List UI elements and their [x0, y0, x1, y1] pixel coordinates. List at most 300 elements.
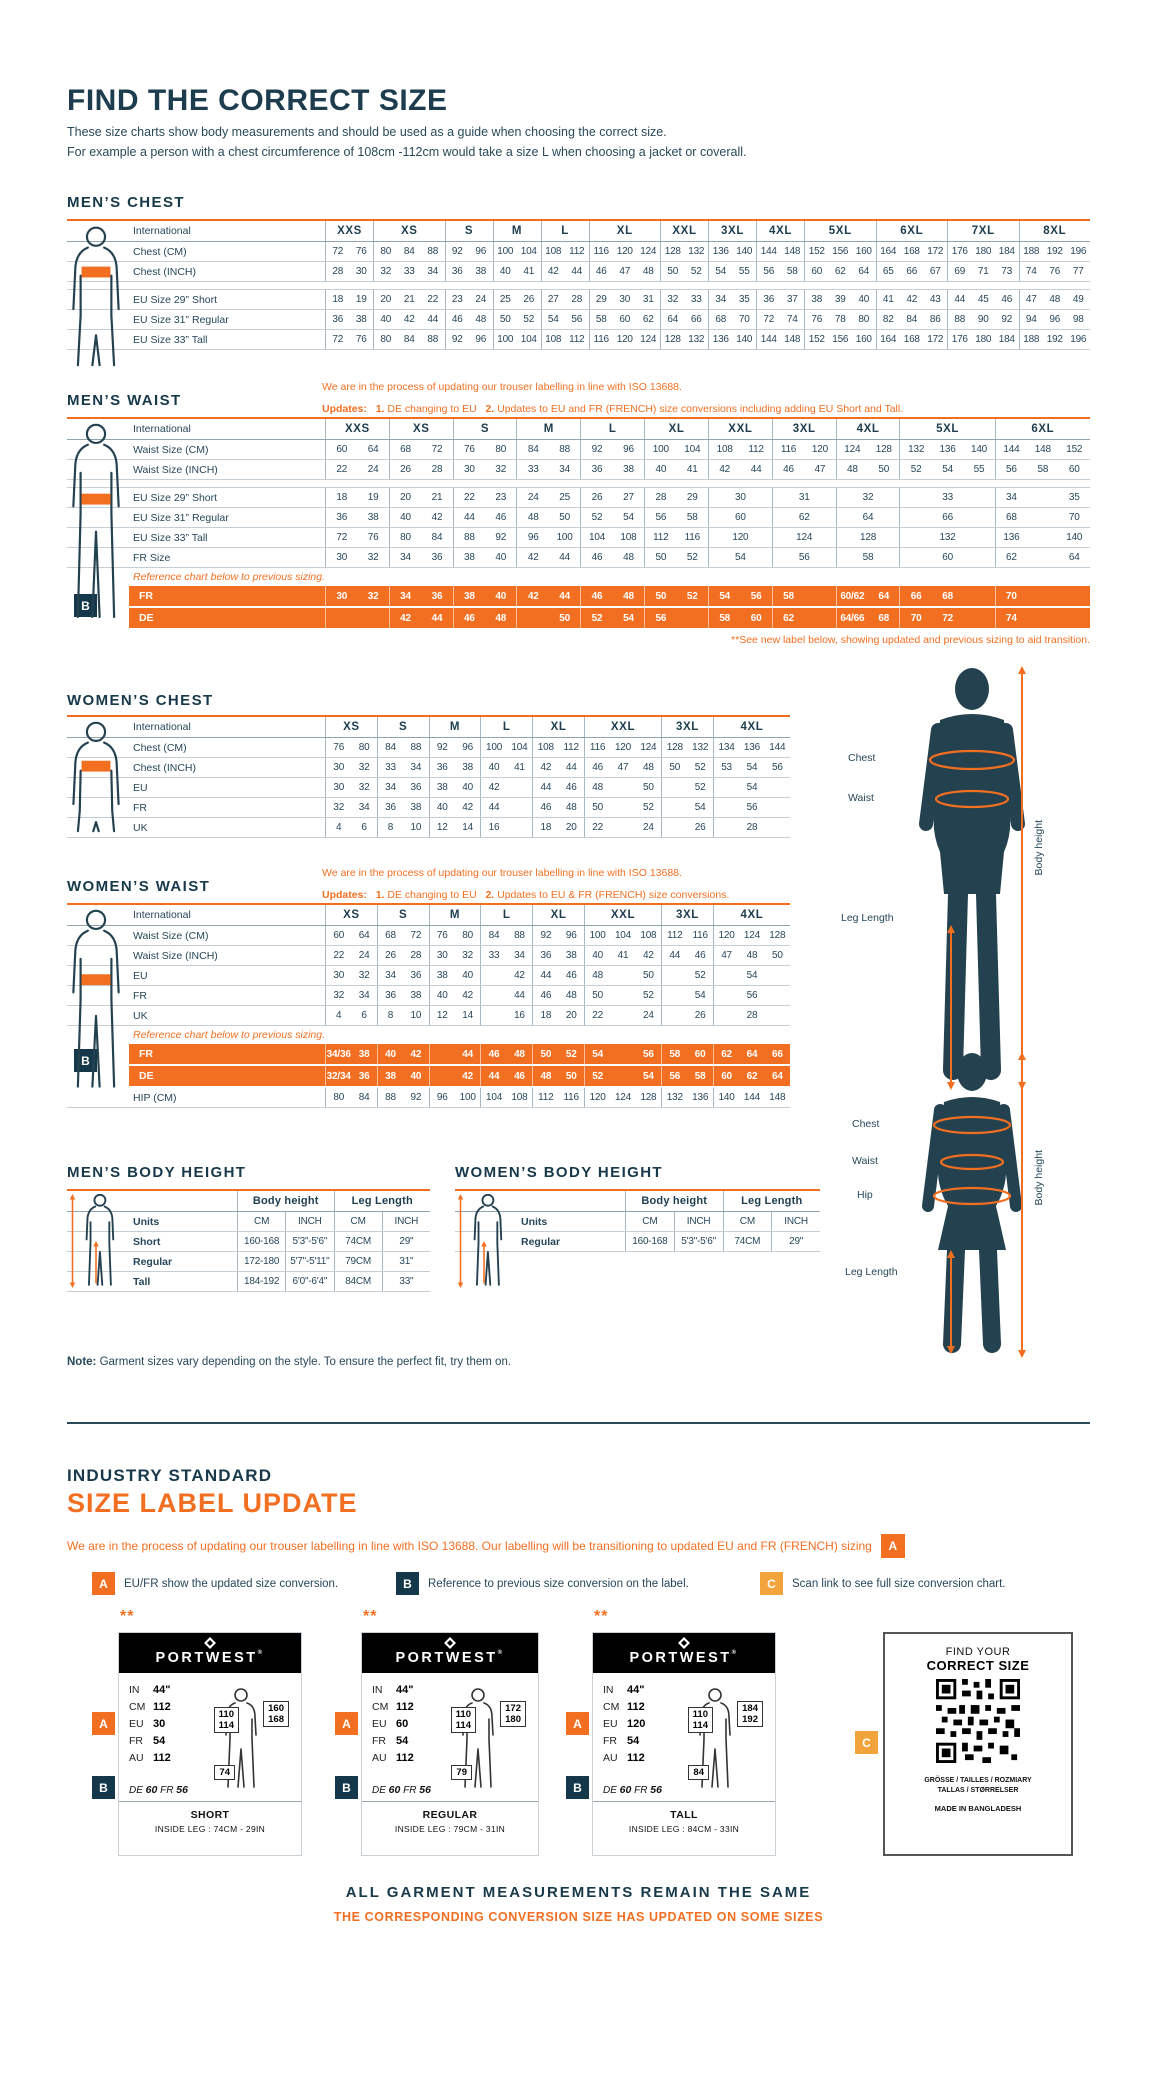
cell-value: 48	[642, 266, 654, 277]
cell-group	[541, 330, 589, 349]
cell-value: 172	[927, 246, 944, 257]
cell-value: 40	[436, 802, 448, 813]
cell-group	[532, 778, 584, 797]
cell-value: 56	[1006, 464, 1017, 475]
cell-group	[947, 262, 1019, 281]
cell-value: 42	[547, 266, 559, 277]
cell-group	[377, 798, 429, 817]
intro-line-2: For example a person with a chest circumference of 108cm -112cm would take a size L when choosing a jacket or coverall.	[67, 145, 747, 159]
cell-value: 41	[523, 266, 535, 277]
cell-group	[389, 528, 453, 547]
cell-value: 152	[808, 334, 825, 345]
cell-group	[584, 758, 661, 777]
cell-group	[876, 330, 948, 349]
cell-value: 26	[694, 822, 706, 833]
cell-group	[389, 548, 453, 567]
cell-group	[899, 608, 994, 628]
cell-value: 38	[475, 266, 487, 277]
cell-group	[532, 986, 584, 1005]
size-group-header: L	[480, 905, 532, 925]
cell-value	[714, 798, 739, 817]
cell-group	[429, 778, 481, 797]
cell-group	[325, 586, 389, 606]
cell-value: 70	[738, 314, 750, 325]
table-header-row	[67, 221, 1090, 242]
cell-value: 73	[1001, 266, 1013, 277]
cell-group	[723, 1212, 821, 1231]
cell-value: 52	[686, 590, 698, 602]
cell-group	[429, 1066, 481, 1086]
cell-value	[765, 778, 790, 797]
cell-value: 76	[436, 930, 448, 941]
cell-group	[708, 290, 756, 309]
cell-value: 32	[862, 492, 874, 503]
cell-value: 44	[559, 552, 570, 563]
made-in-text: MADE IN BANGLADESH	[934, 1804, 1022, 1813]
cell-value: 50	[559, 512, 570, 523]
cell-group	[516, 460, 580, 479]
cell-value: 80	[380, 334, 392, 345]
cell-value	[1027, 488, 1058, 507]
waist-size-box: 110 114	[688, 1707, 713, 1733]
mens-chest-heading: MEN’S CHEST	[67, 194, 185, 211]
cell-group	[377, 1006, 429, 1025]
cell-value: 33	[527, 464, 539, 475]
cell-group	[644, 488, 708, 507]
cell-value: 92	[451, 334, 463, 345]
cell-group	[876, 290, 948, 309]
size-row: EU 30	[129, 1717, 166, 1730]
cell-value: 41	[882, 294, 894, 305]
size-group-header: 4XL	[836, 419, 900, 439]
cell-value: 12	[436, 822, 448, 833]
row-label: Regular	[521, 1235, 561, 1248]
cell-value	[804, 608, 835, 628]
cell-value: 46	[592, 762, 603, 773]
cell-value	[481, 966, 506, 985]
size-group-header: Body height	[625, 1191, 723, 1211]
row-label: EU Size 31” Regular	[133, 313, 229, 326]
cell-value	[610, 818, 635, 837]
cell-value: 60	[694, 1048, 706, 1060]
portwest-logo	[119, 1633, 301, 1673]
cell-value: 54	[694, 802, 706, 813]
cell-value: 176	[951, 246, 968, 257]
cell-value: 32	[358, 782, 370, 793]
cell-value: 62	[721, 1048, 732, 1060]
leg-size-box: 74	[214, 1765, 235, 1780]
cell-value	[610, 1006, 635, 1025]
cell-group	[453, 488, 517, 507]
male-chest-label: Chest	[848, 752, 876, 764]
cell-group	[661, 1088, 713, 1107]
cell-value: 136	[692, 1092, 709, 1103]
cell-value: 116	[692, 930, 708, 941]
womens-chest-heading: WOMEN’S CHEST	[67, 692, 214, 709]
cell-value: 140	[1066, 532, 1083, 543]
bottom-statement-2: THE CORRESPONDING CONVERSION SIZE HAS UPDATED ON SOME SIZES	[333, 1910, 824, 1924]
cell-group	[480, 758, 532, 777]
cell-value	[610, 986, 635, 1005]
cell-value: 56	[669, 1070, 681, 1082]
size-group-header: S	[377, 905, 429, 925]
cell-value	[1027, 608, 1058, 628]
brand-wordmark: PORTWEST®	[395, 1649, 505, 1666]
cell-value: 20	[380, 294, 392, 305]
cell-value: 23	[451, 294, 463, 305]
cell-value: 46	[595, 266, 607, 277]
cell-value: 156	[832, 246, 849, 257]
legend-item-a: A EU/FR show the updated size conversion.	[92, 1572, 338, 1595]
cell-value: 43	[929, 294, 941, 305]
cell-value: 30	[436, 950, 448, 961]
marker-b-card-2: B	[335, 1776, 358, 1799]
cell-group	[373, 330, 445, 349]
cell-group	[532, 758, 584, 777]
cell-group	[429, 926, 481, 945]
cell-value: 92	[540, 930, 552, 941]
size-row: EU 60	[372, 1717, 409, 1730]
cell-value: 104	[520, 246, 537, 257]
cell-value: 64	[1068, 552, 1080, 563]
cell-value: 100	[556, 532, 573, 543]
cell-value: 50	[878, 464, 890, 475]
marker-b-legend: B	[396, 1572, 419, 1595]
cell-group	[580, 508, 644, 527]
cell-value: 70	[1068, 512, 1080, 523]
cell-value: 44	[571, 266, 583, 277]
cell-group	[584, 778, 661, 797]
cell-group	[453, 440, 517, 459]
cell-value: 44	[464, 512, 475, 523]
cell-value: 160	[855, 334, 872, 345]
cell-group	[708, 488, 772, 507]
cell-group	[708, 310, 756, 329]
cell-group	[804, 330, 876, 349]
industry-standard-heading: INDUSTRY STANDARD	[67, 1466, 273, 1485]
cell-value	[1027, 548, 1058, 567]
cell-group	[899, 528, 994, 547]
cell-group	[584, 986, 661, 1005]
cell-value	[765, 798, 790, 817]
cell-value: 36	[385, 990, 396, 1001]
cell-group	[325, 488, 389, 507]
cell-group	[995, 528, 1090, 547]
cell-value: 172-180	[243, 1256, 280, 1267]
size-group-header: 4XL	[756, 221, 804, 241]
cell-value: 44	[954, 294, 966, 305]
cell-value: 42	[462, 802, 474, 813]
row-label: EU	[133, 969, 148, 982]
male-body-height-label: Body height	[1033, 820, 1045, 876]
cell-value: 40	[499, 266, 511, 277]
size-group-header: 5XL	[899, 419, 994, 439]
cell-group	[625, 1232, 723, 1251]
leg-size-box: 79	[451, 1765, 472, 1780]
cell-value: 140	[970, 444, 988, 455]
mens-waist-table	[67, 417, 1090, 630]
cell-group	[713, 926, 790, 945]
cell-group	[480, 1066, 532, 1086]
cell-value: 35	[1068, 492, 1080, 503]
cell-value: 32	[333, 990, 345, 1001]
cell-value: 28	[410, 950, 422, 961]
cell-group	[947, 290, 1019, 309]
cell-value: 30	[333, 970, 345, 981]
portwest-logo	[362, 1633, 538, 1673]
cell-group	[995, 488, 1090, 507]
cell-group	[325, 608, 389, 628]
cell-value: 108	[537, 742, 554, 753]
footer-subtitle: INSIDE LEG : 84CM - 33IN	[628, 1824, 740, 1834]
cell-value: 58	[786, 266, 798, 277]
cell-value: 48	[565, 802, 577, 813]
cell-value: 42	[906, 294, 918, 305]
cell-value: 54	[694, 990, 706, 1001]
cell-value: 16	[514, 1010, 525, 1021]
cell-value: 90	[977, 314, 989, 325]
cell-value: 96	[475, 246, 487, 257]
cell-value: 64	[358, 930, 370, 941]
cell-value: 116	[593, 334, 609, 345]
table-row	[67, 986, 790, 1006]
cell-value: 50	[559, 612, 570, 624]
marker-a-legend: A	[92, 1572, 115, 1595]
cell-group	[708, 440, 772, 459]
cell-value: 112	[538, 1092, 554, 1103]
cell-group	[876, 310, 948, 329]
row-label: Chest (INCH)	[133, 265, 197, 278]
languages-text: GRÖSSE / TAILLES / ROZMIARY TALLAS / STØRRELSER	[924, 1777, 1032, 1794]
cell-group	[480, 946, 532, 965]
mens-waist-iso-note: We are in the process of updating our trouser labelling in line with ISO 13688. Updates: 1. DE changing to EU 2. Updates to EU and FR (FRENCH) size conversions including adding EU Short and Tall.	[322, 381, 904, 415]
male-waist-label: Waist	[848, 792, 874, 804]
cell-value: 50	[771, 950, 783, 961]
cell-value: 26	[385, 950, 396, 961]
size-group-header: XS	[389, 419, 453, 439]
cell-value: 23	[495, 492, 507, 503]
cell-value: 33	[942, 492, 953, 503]
section-divider	[67, 1422, 1090, 1424]
cell-value: 66	[906, 266, 918, 277]
cell-group	[661, 1044, 713, 1064]
cell-group	[377, 1044, 429, 1064]
table-row	[129, 608, 1090, 630]
cell-value: 54	[715, 266, 727, 277]
cell-group	[660, 330, 708, 349]
cell-group	[713, 1088, 790, 1107]
cell-group	[429, 1044, 481, 1064]
cell-value: 40	[462, 782, 474, 793]
cell-value	[1059, 586, 1090, 606]
cell-group	[772, 460, 836, 479]
cell-value: 80	[858, 314, 870, 325]
cell-value: 168	[903, 334, 920, 345]
male-leg-length-label: Leg Length	[841, 912, 894, 924]
cell-value: 104	[614, 930, 632, 941]
cell-value	[517, 608, 548, 628]
cell-group	[373, 262, 445, 281]
cell-value: 44	[427, 314, 439, 325]
cell-group	[516, 508, 580, 527]
table-row	[129, 1066, 790, 1088]
cell-value: 38	[358, 1048, 370, 1060]
cell-group	[480, 1006, 532, 1025]
cell-value: 18	[540, 1010, 552, 1021]
size-group-header: 3XL	[708, 221, 756, 241]
cell-value: 40	[385, 1048, 396, 1060]
cell-value: 104	[684, 444, 701, 455]
cell-group	[589, 290, 661, 309]
cell-group	[756, 330, 804, 349]
cell-value: 38	[410, 990, 422, 1001]
table-row	[67, 508, 1090, 528]
portwest-logo	[593, 1633, 775, 1673]
size-group-header: Leg Length	[723, 1191, 821, 1211]
cell-value	[481, 986, 506, 1005]
cell-group	[445, 290, 493, 309]
cell-value: 136	[712, 246, 729, 257]
cell-value: 136	[712, 334, 729, 345]
cell-group	[661, 778, 713, 797]
cell-value	[357, 608, 388, 628]
cell-value: 21	[431, 492, 443, 503]
cell-value: 29"	[771, 1232, 820, 1251]
cell-value: 38	[462, 762, 474, 773]
footer-title: TALL	[670, 1809, 698, 1821]
stars-card-3: **	[594, 1608, 609, 1625]
cell-group	[876, 242, 948, 261]
cell-value: 60	[735, 512, 746, 523]
row-label: HIP (CM)	[133, 1091, 177, 1104]
size-group-header: M	[493, 221, 541, 241]
cell-group	[804, 262, 876, 281]
cell-value: 128	[666, 742, 683, 753]
cell-value	[662, 1006, 687, 1025]
table-row	[67, 798, 790, 818]
cell-value: 68	[400, 444, 411, 455]
size-group-header: XXL	[708, 419, 772, 439]
cell-group	[237, 1212, 334, 1231]
cell-value: 108	[545, 246, 562, 257]
table-row	[67, 778, 790, 798]
cell-value: 148	[784, 246, 801, 257]
cell-value: 68	[1006, 512, 1017, 523]
find-correct-size-card	[883, 1632, 1073, 1856]
cell-group	[480, 818, 532, 837]
card-body	[119, 1673, 301, 1801]
size-group-header: 8XL	[1019, 221, 1091, 241]
cell-group	[661, 1066, 713, 1086]
table-row	[67, 548, 1090, 568]
cell-group	[772, 440, 836, 459]
cell-group	[772, 608, 836, 628]
cell-value: 47	[1025, 294, 1037, 305]
cell-group	[541, 242, 589, 261]
cell-group	[661, 926, 713, 945]
cell-value: 34	[400, 590, 411, 602]
cell-value: 120	[589, 1092, 606, 1103]
cell-group	[532, 798, 584, 817]
cell-value	[326, 608, 357, 628]
cell-group	[804, 310, 876, 329]
cell-value: 46	[495, 512, 507, 523]
cell-value: 42	[514, 970, 525, 981]
cell-group	[480, 926, 532, 945]
cell-value: 72	[942, 612, 953, 624]
cell-value: 5'3"-5'6"	[674, 1232, 723, 1251]
cell-value: 46	[540, 990, 552, 1001]
see-new-label-note: **See new label below, showing updated and previous sizing to aid transition.	[731, 634, 1090, 646]
cell-group	[580, 586, 644, 606]
cell-group	[532, 738, 584, 757]
cell-value: 72	[763, 314, 775, 325]
cell-group	[377, 1088, 429, 1107]
cell-group	[644, 586, 708, 606]
cell-value: CM	[254, 1216, 270, 1227]
height-size-box: 172 180	[500, 1701, 526, 1727]
table-row	[67, 330, 1090, 350]
row-label: Waist Size (CM)	[133, 443, 209, 456]
cell-group	[237, 1252, 334, 1271]
cell-value: 180	[975, 246, 992, 257]
cell-group	[325, 508, 389, 527]
cell-value: 74CM	[734, 1236, 761, 1247]
cell-value: 120	[614, 742, 632, 753]
cell-value: 32	[367, 552, 379, 563]
row-label: Waist Size (INCH)	[133, 463, 218, 476]
cell-value: 136	[1003, 532, 1020, 543]
cell-value: 69	[954, 266, 966, 277]
cell-value: 88	[385, 1092, 396, 1103]
cell-group	[995, 508, 1090, 527]
cell-group	[661, 798, 713, 817]
row-label: DE	[139, 1070, 154, 1082]
cell-value: 136	[743, 742, 760, 753]
cell-group	[713, 1044, 790, 1064]
registered-mark: ®	[731, 1649, 739, 1656]
cell-value: 88	[427, 246, 439, 257]
cell-value: 28	[332, 266, 344, 277]
cell-value: 24	[643, 1010, 654, 1021]
cell-value: 42	[431, 512, 443, 523]
size-row: IN 44"	[603, 1683, 645, 1696]
cell-group	[580, 608, 644, 628]
cell-value: 100	[485, 742, 503, 753]
previous-sizing-row: DE 60 FR 56	[129, 1784, 188, 1796]
cell-value	[963, 608, 994, 628]
cell-value: 74	[786, 314, 798, 325]
cell-group	[995, 586, 1090, 606]
cell-group	[532, 946, 584, 965]
cell-value: 21	[403, 294, 415, 305]
size-group-header: XS	[325, 905, 377, 925]
cell-value: 56	[746, 990, 758, 1001]
cell-value: 92	[591, 444, 603, 455]
cell-group	[899, 586, 994, 606]
cell-value: 64	[878, 590, 890, 602]
table-row	[67, 488, 1090, 508]
cell-group	[661, 946, 713, 965]
cell-group	[325, 440, 389, 459]
table-row	[67, 738, 790, 758]
size-group-header: 4XL	[713, 717, 790, 737]
cell-group	[661, 986, 713, 1005]
cell-value	[714, 818, 739, 837]
cell-value: 26	[400, 464, 411, 475]
cell-group	[334, 1232, 431, 1251]
cell-value: 92	[410, 1092, 422, 1103]
